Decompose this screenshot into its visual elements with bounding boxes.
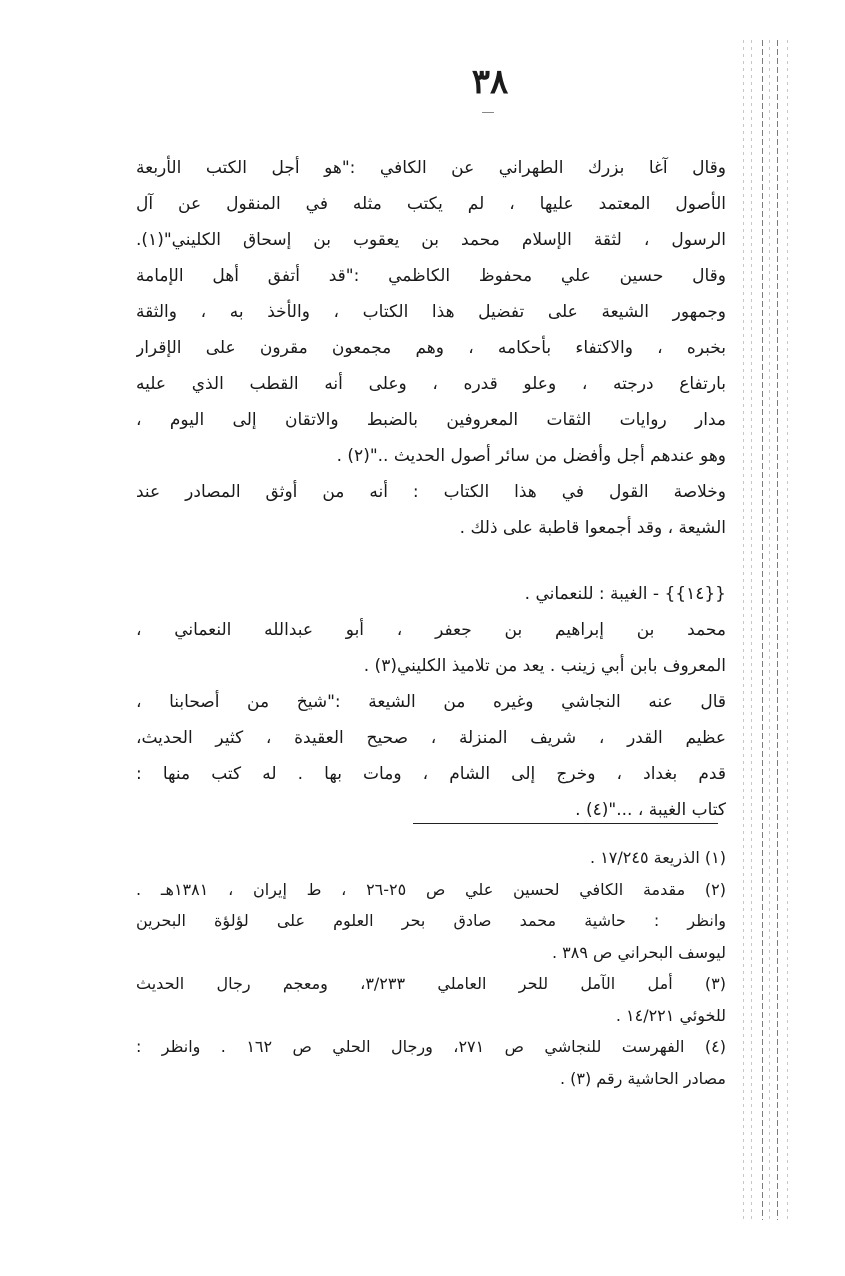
main-text-block (136, 150, 726, 828)
body-line-6: بخبره ، والاكتفاء بأحكامه ، وهم مجمعون مقرون على الإقرار (136, 338, 726, 358)
footnote-3: (٣) أمل الآمل للحر العاملي ٣/٢٣٣، ومعجم رجال الحديث (136, 974, 726, 993)
scan-noise-line (787, 40, 788, 1220)
body-line-15: عظيم القدر ، شريف المنزلة ، صحيح العقيدة ، كثير الحديث، (136, 728, 726, 748)
body-line-1: وقال آغا بزرك الطهراني عن الكافي :"هو أجل الكتب الأربعة (136, 158, 726, 178)
page-number: ٣٨ (471, 62, 509, 102)
footnote-3-cont: للخوئي ١٤/٢٢١ . (615, 1005, 726, 1025)
scan-noise-line (751, 40, 752, 1220)
scan-noise-line (762, 40, 763, 1220)
body-line-7: بارتفاع درجته ، وعلو قدره ، وعلى أنه القطب الذي عليه (136, 374, 726, 394)
footnote-separator (413, 823, 718, 824)
scan-noise-line (743, 40, 744, 1220)
footnote-4: (٤) الفهرست للنجاشي ص ٢٧١، ورجال الحلي ص ١٦٢ . وانظر : (136, 1037, 726, 1056)
section-gap (136, 546, 726, 576)
footnote-1: (١) الذريعة ١٧/٢٤٥ . (590, 848, 726, 867)
body-line-8: مدار روايات الثقات المعروفين بالضبط والاتقان إلى اليوم ، (136, 410, 726, 430)
body-line-4: وقال حسين علي محفوظ الكاظمي :"قد أتفق أهل الإمامة (136, 266, 726, 286)
body-line-2: الأصول المعتمد عليها ، لم يكتب مثله في المنقول عن آل (136, 194, 726, 214)
section-heading: {{١٤}} - الغيبة : للنعماني . (524, 584, 726, 604)
body-line-5: وجمهور الشيعة على تفضيل هذا الكتاب ، والأخذ به ، والثقة (136, 302, 726, 322)
footnote-4-cont: مصادر الحاشية رقم (٣) . (559, 1068, 726, 1088)
scan-noise-line (777, 40, 778, 1220)
footnote-2-cont-2: ليوسف البحراني ص ٣٨٩ . (551, 942, 726, 962)
body-line-3: الرسول ، لثقة الإسلام محمد بن يعقوب بن إسحاق الكليني"(١). (136, 230, 726, 250)
scan-mark (482, 112, 494, 113)
footnote-2: (٢) مقدمة الكافي لحسين علي ص ٢٥-٢٦ ، ط إيران ، ١٣٨١هـ . (136, 879, 726, 899)
body-line-10: وخلاصة القول في هذا الكتاب : أنه من أوثق المصادر عند (136, 482, 726, 502)
body-line-11: الشيعة ، وقد أجمعوا قاطبة على ذلك . (459, 518, 726, 538)
scan-edge-noise (735, 40, 795, 1220)
body-line-9: وهو عندهم أجل وأفضل من سائر أصول الحديث .."(٢) . (336, 446, 726, 466)
scan-noise-line (769, 40, 770, 1220)
body-line-13: المعروف بابن أبي زينب . يعد من تلاميذ الكليني(٣) . (363, 656, 726, 676)
body-line-14: قال عنه النجاشي وغيره من الشيعة :"شيخ من أصحابنا ، (136, 692, 726, 712)
footnotes-block (136, 842, 726, 1094)
body-line-12: محمد بن إبراهيم بن جعفر ، أبو عبدالله النعماني ، (136, 620, 726, 640)
body-line-16: قدم بغداد ، وخرج إلى الشام ، ومات بها . له كتب منها : (136, 764, 726, 784)
body-line-17: كتاب الغيبة ، ..."(٤) . (575, 800, 726, 820)
footnote-2-cont: وانظر : حاشية محمد صادق بحر العلوم على لؤلؤة البحرين (136, 911, 726, 930)
